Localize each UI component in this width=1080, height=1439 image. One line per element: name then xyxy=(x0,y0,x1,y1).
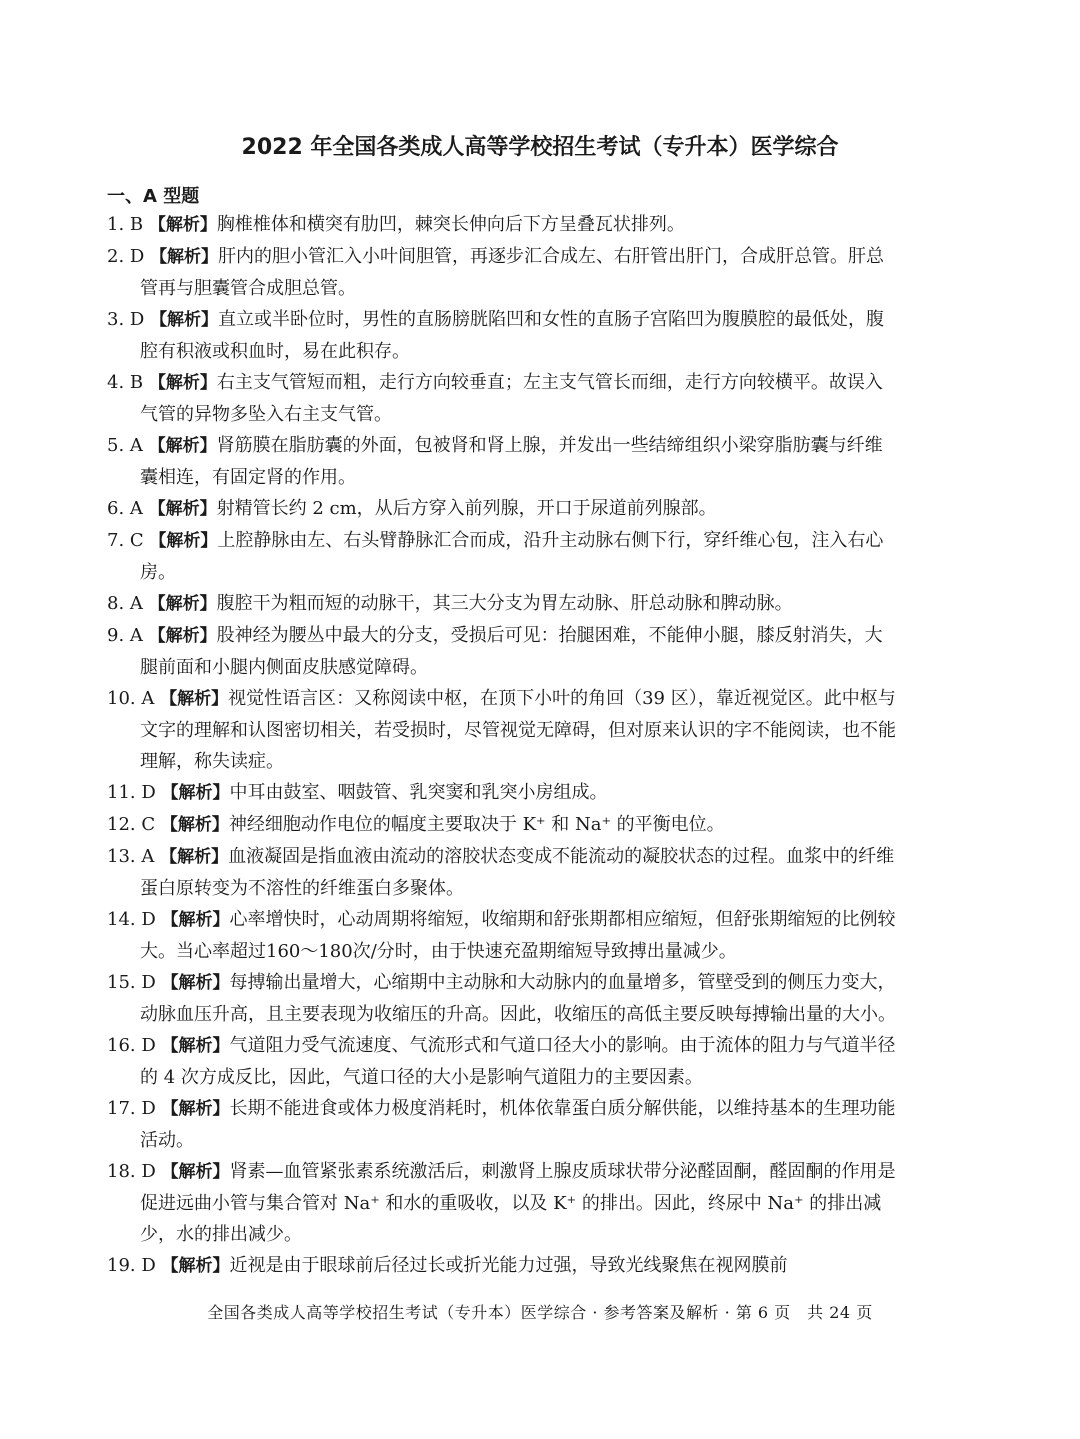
answer-item xyxy=(107,430,897,493)
explanation-text: 视觉性语言区：又称阅读中枢，在顶下小叶的角回（39 区），靠近视觉区。此中枢与文字的理解和认图密切相关，若受损时，尽管视觉无障碍，但对原来认识的字不能阅读，也不能理解，称失读症。 xyxy=(140,688,896,772)
explanation-text: 气道阻力受气流速度、气流形式和气道口径大小的影响。由于流体的阻力与气道半径的 4 次方成反比，因此，气道口径的大小是影响气道阻力的主要因素。 xyxy=(140,1035,896,1088)
section-heading: 一、A 型题 xyxy=(107,186,200,207)
answer-number: 3. D xyxy=(107,309,145,330)
answer-number: 19. D xyxy=(107,1255,156,1276)
explanation-text: 神经细胞动作电位的幅度主要取决于 K⁺ 和 Na⁺ 的平衡电位。 xyxy=(228,814,725,835)
answer-number: 16. D xyxy=(107,1035,156,1056)
explanation-text: 直立或半卧位时，男性的直肠膀胱陷凹和女性的直肠子宫陷凹为腹膜腔的最低处，腹腔有积液或积血时，易在此积存。 xyxy=(140,309,885,362)
answer-number: 8. A xyxy=(107,593,143,614)
explanation-tag: 【解析】 xyxy=(160,847,229,867)
answer-number: 10. A xyxy=(107,688,155,709)
answer-item xyxy=(107,1093,897,1156)
answer-number: 2. D xyxy=(107,246,145,267)
explanation-tag: 【解析】 xyxy=(148,594,217,614)
explanation-tag: 【解析】 xyxy=(160,689,229,709)
explanation-tag: 【解析】 xyxy=(148,499,217,519)
answer-item xyxy=(107,1250,897,1282)
answer-number: 6. A xyxy=(107,498,143,519)
answer-item xyxy=(107,809,897,841)
explanation-text: 近视是由于眼球前后径过长或折光能力过强，导致光线聚焦在视网膜前 xyxy=(229,1255,788,1276)
answer-number: 17. D xyxy=(107,1098,156,1119)
explanation-tag: 【解析】 xyxy=(148,373,217,393)
answer-list xyxy=(107,209,897,1282)
answer-item xyxy=(107,967,897,1030)
answer-item xyxy=(107,209,897,241)
explanation-tag: 【解析】 xyxy=(148,626,217,646)
answer-number: 4. B xyxy=(107,372,144,393)
answer-number: 14. D xyxy=(107,909,156,930)
explanation-text: 肝内的胆小管汇入小叶间胆管，再逐步汇合成左、右肝管出肝门，合成肝总管。肝总管再与胆囊管合成胆总管。 xyxy=(140,246,885,299)
explanation-text: 胸椎椎体和横突有肋凹，棘突长伸向后下方呈叠瓦状排列。 xyxy=(216,214,685,235)
explanation-tag: 【解析】 xyxy=(150,247,219,267)
explanation-text: 心率增快时，心动周期将缩短，收缩期和舒张期都相应缩短，但舒张期缩短的比例较大。当心率超过160～180次/分时，由于快速充盈期缩短导致搏出量减少。 xyxy=(140,909,896,962)
answer-item xyxy=(107,525,897,588)
explanation-text: 肾筋膜在脂肪囊的外面，包被肾和肾上腺，并发出一些结缔组织小梁穿脂肪囊与纤维囊相连，有固定肾的作用。 xyxy=(140,435,883,488)
answer-number: 9. A xyxy=(107,625,143,646)
answer-item xyxy=(107,1030,897,1093)
explanation-tag: 【解析】 xyxy=(161,1256,230,1276)
answer-item xyxy=(107,683,897,777)
answer-number: 7. C xyxy=(107,530,144,551)
explanation-tag: 【解析】 xyxy=(161,910,230,930)
answer-item xyxy=(107,241,897,304)
answer-number: 5. A xyxy=(107,435,143,456)
explanation-tag: 【解析】 xyxy=(148,436,217,456)
answer-number: 13. A xyxy=(107,846,155,867)
explanation-text: 每搏输出量增大，心缩期中主动脉和大动脉内的血量增多，管壁受到的侧压力变大，动脉血压升高，且主要表现为收缩压的升高。因此，收缩压的高低主要反映每搏输出量的大小。 xyxy=(140,972,896,1025)
explanation-text: 股神经为腰丛中最大的分支，受损后可见：抬腿困难，不能伸小腿，膝反射消失，大腿前面和小腿内侧面皮肤感觉障碍。 xyxy=(140,625,883,678)
explanation-text: 腹腔干为粗而短的动脉干，其三大分支为胃左动脉、肝总动脉和脾动脉。 xyxy=(216,593,793,614)
answer-number: 15. D xyxy=(107,972,156,993)
answer-item xyxy=(107,304,897,367)
explanation-tag: 【解析】 xyxy=(148,215,217,235)
answer-item xyxy=(107,1156,897,1250)
explanation-text: 上腔静脉由左、右头臂静脉汇合而成，沿升主动脉右侧下行，穿纤维心包，注入右心房。 xyxy=(140,530,884,583)
explanation-tag: 【解析】 xyxy=(161,973,230,993)
explanation-text: 长期不能进食或体力极度消耗时，机体依靠蛋白质分解供能，以维持基本的生理功能活动。 xyxy=(140,1098,896,1151)
explanation-text: 右主支气管短而粗，走行方向较垂直；左主支气管长而细，走行方向较横平。故误入气管的异物多坠入右主支气管。 xyxy=(140,372,883,425)
answer-number: 12. C xyxy=(107,814,156,835)
answer-item xyxy=(107,588,897,620)
answer-item xyxy=(107,841,897,904)
explanation-tag: 【解析】 xyxy=(161,783,230,803)
page-title: 2022 年全国各类成人高等学校招生考试（专升本）医学综合 xyxy=(241,135,839,160)
explanation-tag: 【解析】 xyxy=(149,531,218,551)
explanation-tag: 【解析】 xyxy=(161,1099,230,1119)
page-footer: 全国各类成人高等学校招生考试（专升本）医学综合 · 参考答案及解析 · 第 6 页 共 24 页 xyxy=(207,1303,873,1322)
answer-item xyxy=(107,904,897,967)
explanation-text: 射精管长约 2 cm，从后方穿入前列腺，开口于尿道前列腺部。 xyxy=(216,498,717,519)
explanation-tag: 【解析】 xyxy=(161,1162,230,1182)
explanation-tag: 【解析】 xyxy=(161,1036,230,1056)
answer-item xyxy=(107,777,897,809)
explanation-tag: 【解析】 xyxy=(150,310,219,330)
answer-item xyxy=(107,493,897,525)
explanation-tag: 【解析】 xyxy=(160,815,229,835)
explanation-text: 中耳由鼓室、咽鼓管、乳突窦和乳突小房组成。 xyxy=(229,782,608,803)
explanation-text: 肾素—血管紧张素系统激活后，刺激肾上腺皮质球状带分泌醛固酮，醛固酮的作用是促进远曲小管与集合管对 Na⁺ 和水的重吸收，以及 K⁺ 的排出。因此，终尿中 Na⁺ 的排出减少，水的排出减少。 xyxy=(140,1161,896,1245)
answer-item xyxy=(107,620,897,683)
answer-number: 11. D xyxy=(107,782,156,803)
explanation-text: 血液凝固是指血液由流动的溶胶状态变成不能流动的凝胶状态的过程。血浆中的纤维蛋白原转变为不溶性的纤维蛋白多聚体。 xyxy=(140,846,895,899)
answer-number: 18. D xyxy=(107,1161,156,1182)
answer-number: 1. B xyxy=(107,214,144,235)
answer-item xyxy=(107,367,897,430)
